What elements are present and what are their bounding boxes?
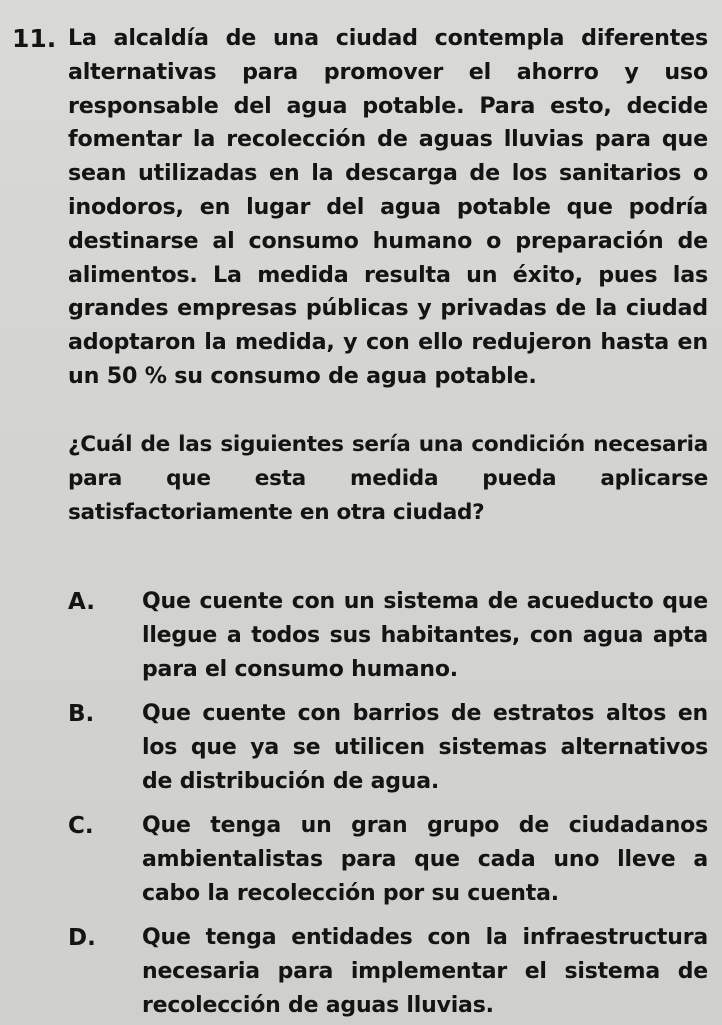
option-letter: C. xyxy=(68,812,94,839)
option-text: Que cuente con barrios de estratos altos en los que ya se utilicen sistemas alternativos de distribución de agua. xyxy=(142,700,708,794)
option-letter: D. xyxy=(68,924,96,951)
question-11 xyxy=(12,22,708,1023)
answer-option-c[interactable] xyxy=(68,809,708,911)
answer-options xyxy=(68,585,708,1023)
answer-option-a[interactable] xyxy=(68,585,708,687)
option-text: Que cuente con un sistema de acueducto que llegue a todos sus habitantes, con agua apta para el consumo humano. xyxy=(142,588,708,682)
option-text: Que tenga entidades con la infraestructura necesaria para implementar el sistema de recolección de aguas lluvias. xyxy=(142,924,708,1018)
question-number: 11. xyxy=(12,24,57,53)
question-stem: La alcaldía de una ciudad contempla diferentes alternativas para promover el ahorro y uso responsable del agua potable. Para esto, decide fomentar la recolección de aguas lluvias para que sean utilizadas en la descarga de los sanitarios o inodoros, en lugar del agua potable que podría destinarse al consumo humano o preparación de alimentos. La medida resulta un éxito, pues las grandes empresas públicas y privadas de la ciudad adoptaron la medida, y con ello redujeron hasta en un 50 % su consumo de agua potable. xyxy=(68,25,708,389)
answer-option-b[interactable] xyxy=(68,697,708,799)
option-letter: B. xyxy=(68,700,95,727)
option-text: Que tenga un gran grupo de ciudadanos ambientalistas para que cada uno lleve a cabo la recolección por su cuenta. xyxy=(142,812,708,906)
answer-option-d[interactable] xyxy=(68,921,708,1023)
question-prompt: ¿Cuál de las siguientes sería una condición necesaria para que esta medida pueda aplicarse satisfactoriamente en otra ciudad? xyxy=(68,431,708,525)
option-letter: A. xyxy=(68,588,95,615)
